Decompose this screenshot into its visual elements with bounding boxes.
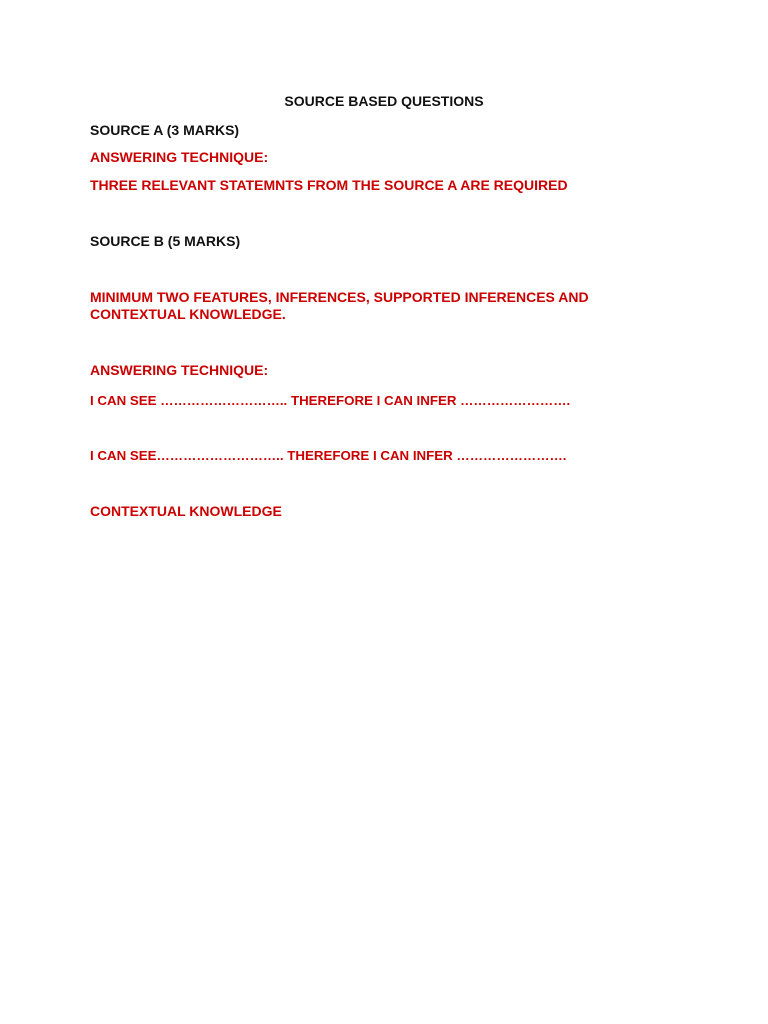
source-a-technique-label: ANSWERING TECHNIQUE: (90, 149, 269, 165)
source-a-heading: SOURCE A (3 MARKS) (90, 122, 240, 138)
source-b-requirement-line-1: MINIMUM TWO FEATURES, INFERENCES, SUPPORTED INFERENCES AND (90, 289, 589, 305)
source-b-heading: SOURCE B (5 MARKS) (90, 233, 241, 249)
source-a-requirement: THREE RELEVANT STATEMNTS FROM THE SOURCE A ARE REQUIRED (90, 177, 568, 193)
page-title: SOURCE BASED QUESTIONS (284, 93, 484, 109)
source-b-technique-label: ANSWERING TECHNIQUE: (90, 362, 269, 378)
contextual-knowledge-label: CONTEXTUAL KNOWLEDGE (90, 503, 282, 519)
answer-template-line-2: I CAN SEE……………………….. THEREFORE I CAN INFER ……………………. (90, 448, 567, 463)
answer-template-line-1: I CAN SEE ……………………….. THEREFORE I CAN INFER ……………………. (90, 393, 571, 408)
source-b-requirement-line-2: CONTEXTUAL KNOWLEDGE. (90, 306, 286, 322)
